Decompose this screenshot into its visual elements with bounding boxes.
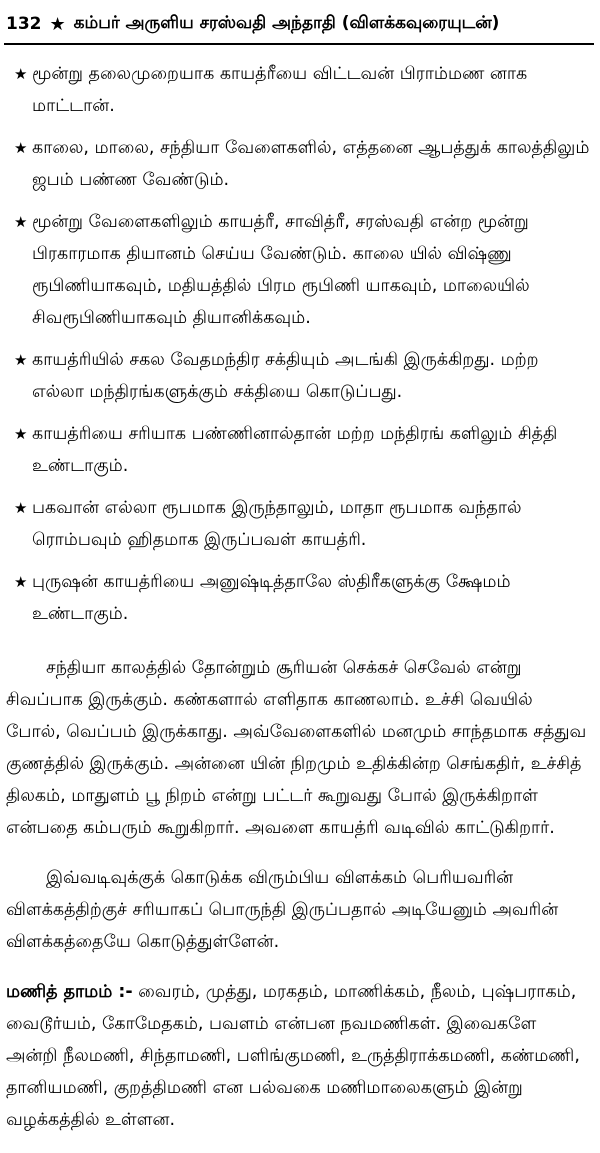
star-bullet-icon: ★ (14, 425, 28, 443)
star-bullet-icon: ★ (14, 213, 28, 231)
star-icon: ★ (49, 13, 66, 35)
body-paragraph: சந்தியா காலத்தில் தோன்றும் சூரியன் செக்கச் செவேல் என்று சிவப்பாக இருக்கும். கண்களால் எளிதாக காணலாம். உச்சி வெயில் போல், வெப்பம் இருக்காது. அவ்வேளைகளில் மனமும் சாந்தமாக சத்துவ குணத்தில் இருக்கும். அன்னை யின் நிறமும் உதிக்கின்ற செங்கதிர், உச்சித் திலகம், மாதுளம் பூ நிறம் என்று பட்டர் கூறுவது போல் இருக்கிறாள் என்பதை கம்பரும் கூறுகிறார். அவளை காயத்ரி வடிவில் காட்டுகிறார். (6, 658, 587, 838)
header-rule (4, 43, 594, 45)
star-bullet-icon: ★ (14, 351, 28, 369)
bullet-item (6, 58, 590, 122)
bullet-item (6, 418, 590, 482)
star-bullet-icon: ★ (14, 573, 28, 591)
star-bullet-icon: ★ (14, 65, 28, 83)
bullet-item (6, 344, 590, 408)
star-bullet-icon: ★ (14, 499, 28, 517)
star-bullet-icon: ★ (14, 139, 28, 157)
body-paragraph: இவ்வடிவுக்குக் கொடுக்க விரும்பிய விளக்கம் பெரியவரின் விளக்கத்திற்குச் சரியாகப் பொருந்தி இருப்பதால் அடியேனும் அவரின் விளக்கத்தையே கொடுத்துள்ளேன். (6, 867, 559, 952)
bullet-text: காயத்ரியை சரியாக பண்ணினால்தான் மற்ற மந்திரங் களிலும் சித்தி உண்டாகும். (32, 424, 558, 476)
bullet-text: மூன்று தலைமுறையாக காயத்ரீயை விட்டவன் பிராம்மண னாக மாட்டான். (32, 64, 528, 116)
bullet-item (6, 132, 590, 196)
page-body (6, 58, 590, 1153)
gem-garland-term: மணித் தாமம் :- (6, 981, 133, 1002)
gem-garland-text: வைரம், முத்து, மரகதம், மாணிக்கம், நீலம், புஷ்பராகம், வைடூர்யம், கோமேதகம், பவளம் என்பன நவமணிகள். இவைகளே அன்றி நீலமணி, சிந்தாமணி, பளிங்குமணி, உருத்திராக்கமணி, கண்மணி, தானியமணி, குறத்திமணி என பல்வகை மணிமாலைகளும் இன்று வழக்கத்தில் உள்ளன. (6, 981, 580, 1130)
bullet-text: புருஷன் காயத்ரியை அனுஷ்டித்தாலே ஸ்திரீகளுக்கு க்ஷேமம் உண்டாகும். (32, 572, 511, 624)
bullet-item (6, 492, 590, 556)
book-title: கம்பர் அருளிய சரஸ்வதி அந்தாதி (விளக்கவுரையுடன்) (73, 13, 500, 33)
gem-garland-paragraph (6, 976, 590, 1136)
bullet-text: காயத்ரியில் சகல வேதமந்திர சக்தியும் அடங்கி இருக்கிறது. மற்ற எல்லா மந்திரங்களுக்கும் சக்தியை கொடுப்பது. (32, 350, 539, 402)
bullet-text: மூன்று வேளைகளிலும் காயத்ரீ, சாவித்ரீ, சரஸ்வதி என்ற மூன்று பிரகாரமாக தியானம் செய்ய வேண்டும். காலை யில் விஷ்ணு ரூபிணியாகவும், மதியத்தில் பிரம ரூபிணி யாகவும், மாலையில் சிவரூபிணியாகவும் தியானிக்கவும். (32, 212, 530, 328)
bullet-item (6, 566, 590, 630)
page-header (6, 6, 592, 42)
bullet-item (6, 206, 590, 334)
bullet-text: பகவான் எல்லா ரூபமாக இருந்தாலும், மாதா ரூபமாக வந்தால் ரொம்பவும் ஹிதமாக இருப்பவள் காயத்ரி. (32, 498, 522, 550)
bullet-text: காலை, மாலை, சந்தியா வேளைகளில், எத்தனை ஆபத்துக் காலத்திலும் ஜபம் பண்ண வேண்டும். (32, 138, 590, 190)
page-number: 132 (6, 14, 42, 34)
